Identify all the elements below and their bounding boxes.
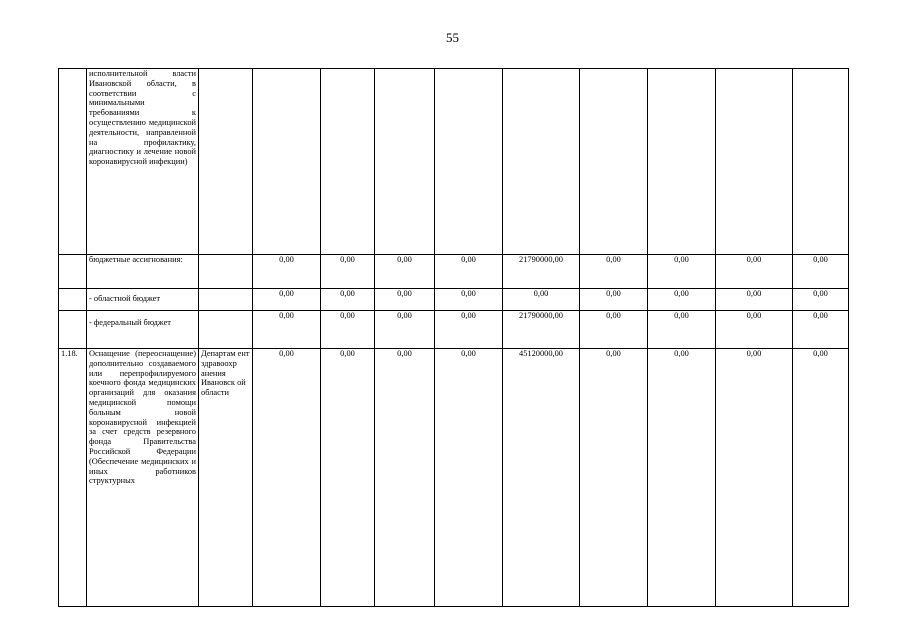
value-cell <box>253 69 321 255</box>
value-cell <box>503 69 580 255</box>
row-description: бюджетные ассигнования: <box>87 255 199 289</box>
row-index <box>59 289 87 311</box>
value-cell <box>793 69 849 255</box>
table-row <box>59 69 849 255</box>
value-cell: 0,00 <box>435 349 503 607</box>
value-cell <box>321 69 375 255</box>
row-executor <box>199 255 253 289</box>
value-cell: 0,00 <box>253 289 321 311</box>
row-executor: Департам ент здравоохр анения Ивановск ой области <box>199 349 253 607</box>
value-cell: 0,00 <box>375 349 435 607</box>
value-cell: 0,00 <box>648 289 716 311</box>
row-index <box>59 311 87 349</box>
value-cell: 0,00 <box>716 311 793 349</box>
value-cell <box>580 69 648 255</box>
value-cell: 0,00 <box>580 289 648 311</box>
value-cell: 0,00 <box>435 289 503 311</box>
value-cell: 0,00 <box>716 255 793 289</box>
value-cell: 0,00 <box>580 311 648 349</box>
value-cell: 0,00 <box>375 289 435 311</box>
value-cell: 45120000,00 <box>503 349 580 607</box>
row-description: - областной бюджет <box>87 289 199 311</box>
value-cell: 0,00 <box>253 349 321 607</box>
value-cell: 0,00 <box>648 255 716 289</box>
table-body <box>59 69 849 607</box>
table-row <box>59 311 849 349</box>
value-cell: 0,00 <box>648 311 716 349</box>
value-cell: 0,00 <box>321 255 375 289</box>
row-index <box>59 255 87 289</box>
value-cell: 0,00 <box>253 255 321 289</box>
value-cell: 0,00 <box>321 349 375 607</box>
value-cell <box>375 69 435 255</box>
row-description: - федеральный бюджет <box>87 311 199 349</box>
value-cell: 0,00 <box>321 289 375 311</box>
row-description: исполнительной власти Ивановской области, в соответствии с минимальными требованиями к осуществлению медицинской деятельности, направленной на профилактику, диагностику и лечение новой коронавирусной инфекции) <box>87 69 199 255</box>
table-row <box>59 289 849 311</box>
value-cell: 0,00 <box>648 349 716 607</box>
value-cell: 0,00 <box>435 255 503 289</box>
value-cell: 0,00 <box>793 349 849 607</box>
value-cell: 0,00 <box>375 255 435 289</box>
row-executor <box>199 69 253 255</box>
budget-table <box>58 68 849 607</box>
page-number: 55 <box>446 30 459 45</box>
table-row <box>59 255 849 289</box>
table-row <box>59 349 849 607</box>
value-cell: 0,00 <box>375 311 435 349</box>
value-cell: 21790000,00 <box>503 311 580 349</box>
value-cell: 0,00 <box>793 255 849 289</box>
value-cell: 0,00 <box>253 311 321 349</box>
value-cell: 0,00 <box>435 311 503 349</box>
value-cell: 0,00 <box>321 311 375 349</box>
row-executor <box>199 289 253 311</box>
value-cell: 0,00 <box>793 311 849 349</box>
value-cell <box>716 69 793 255</box>
value-cell: 0,00 <box>580 255 648 289</box>
value-cell <box>435 69 503 255</box>
value-cell: 0,00 <box>793 289 849 311</box>
row-index: 1.18. <box>59 349 87 607</box>
value-cell: 0,00 <box>580 349 648 607</box>
value-cell: 0,00 <box>716 289 793 311</box>
value-cell: 0,00 <box>716 349 793 607</box>
row-executor <box>199 311 253 349</box>
row-description: Оснащение (переоснащение) дополнительно создаваемого или перепрофилируемого коечного фонда медицинских организаций для оказания медицинской помощи больным новой коронавирусной инфекцией за счет средств резервного фонда Правительства Российской Федерации (Обеспечение медицинских и иных работников структурных <box>87 349 199 607</box>
value-cell: 0,00 <box>503 289 580 311</box>
value-cell: 21790000,00 <box>503 255 580 289</box>
value-cell <box>648 69 716 255</box>
row-index <box>59 69 87 255</box>
